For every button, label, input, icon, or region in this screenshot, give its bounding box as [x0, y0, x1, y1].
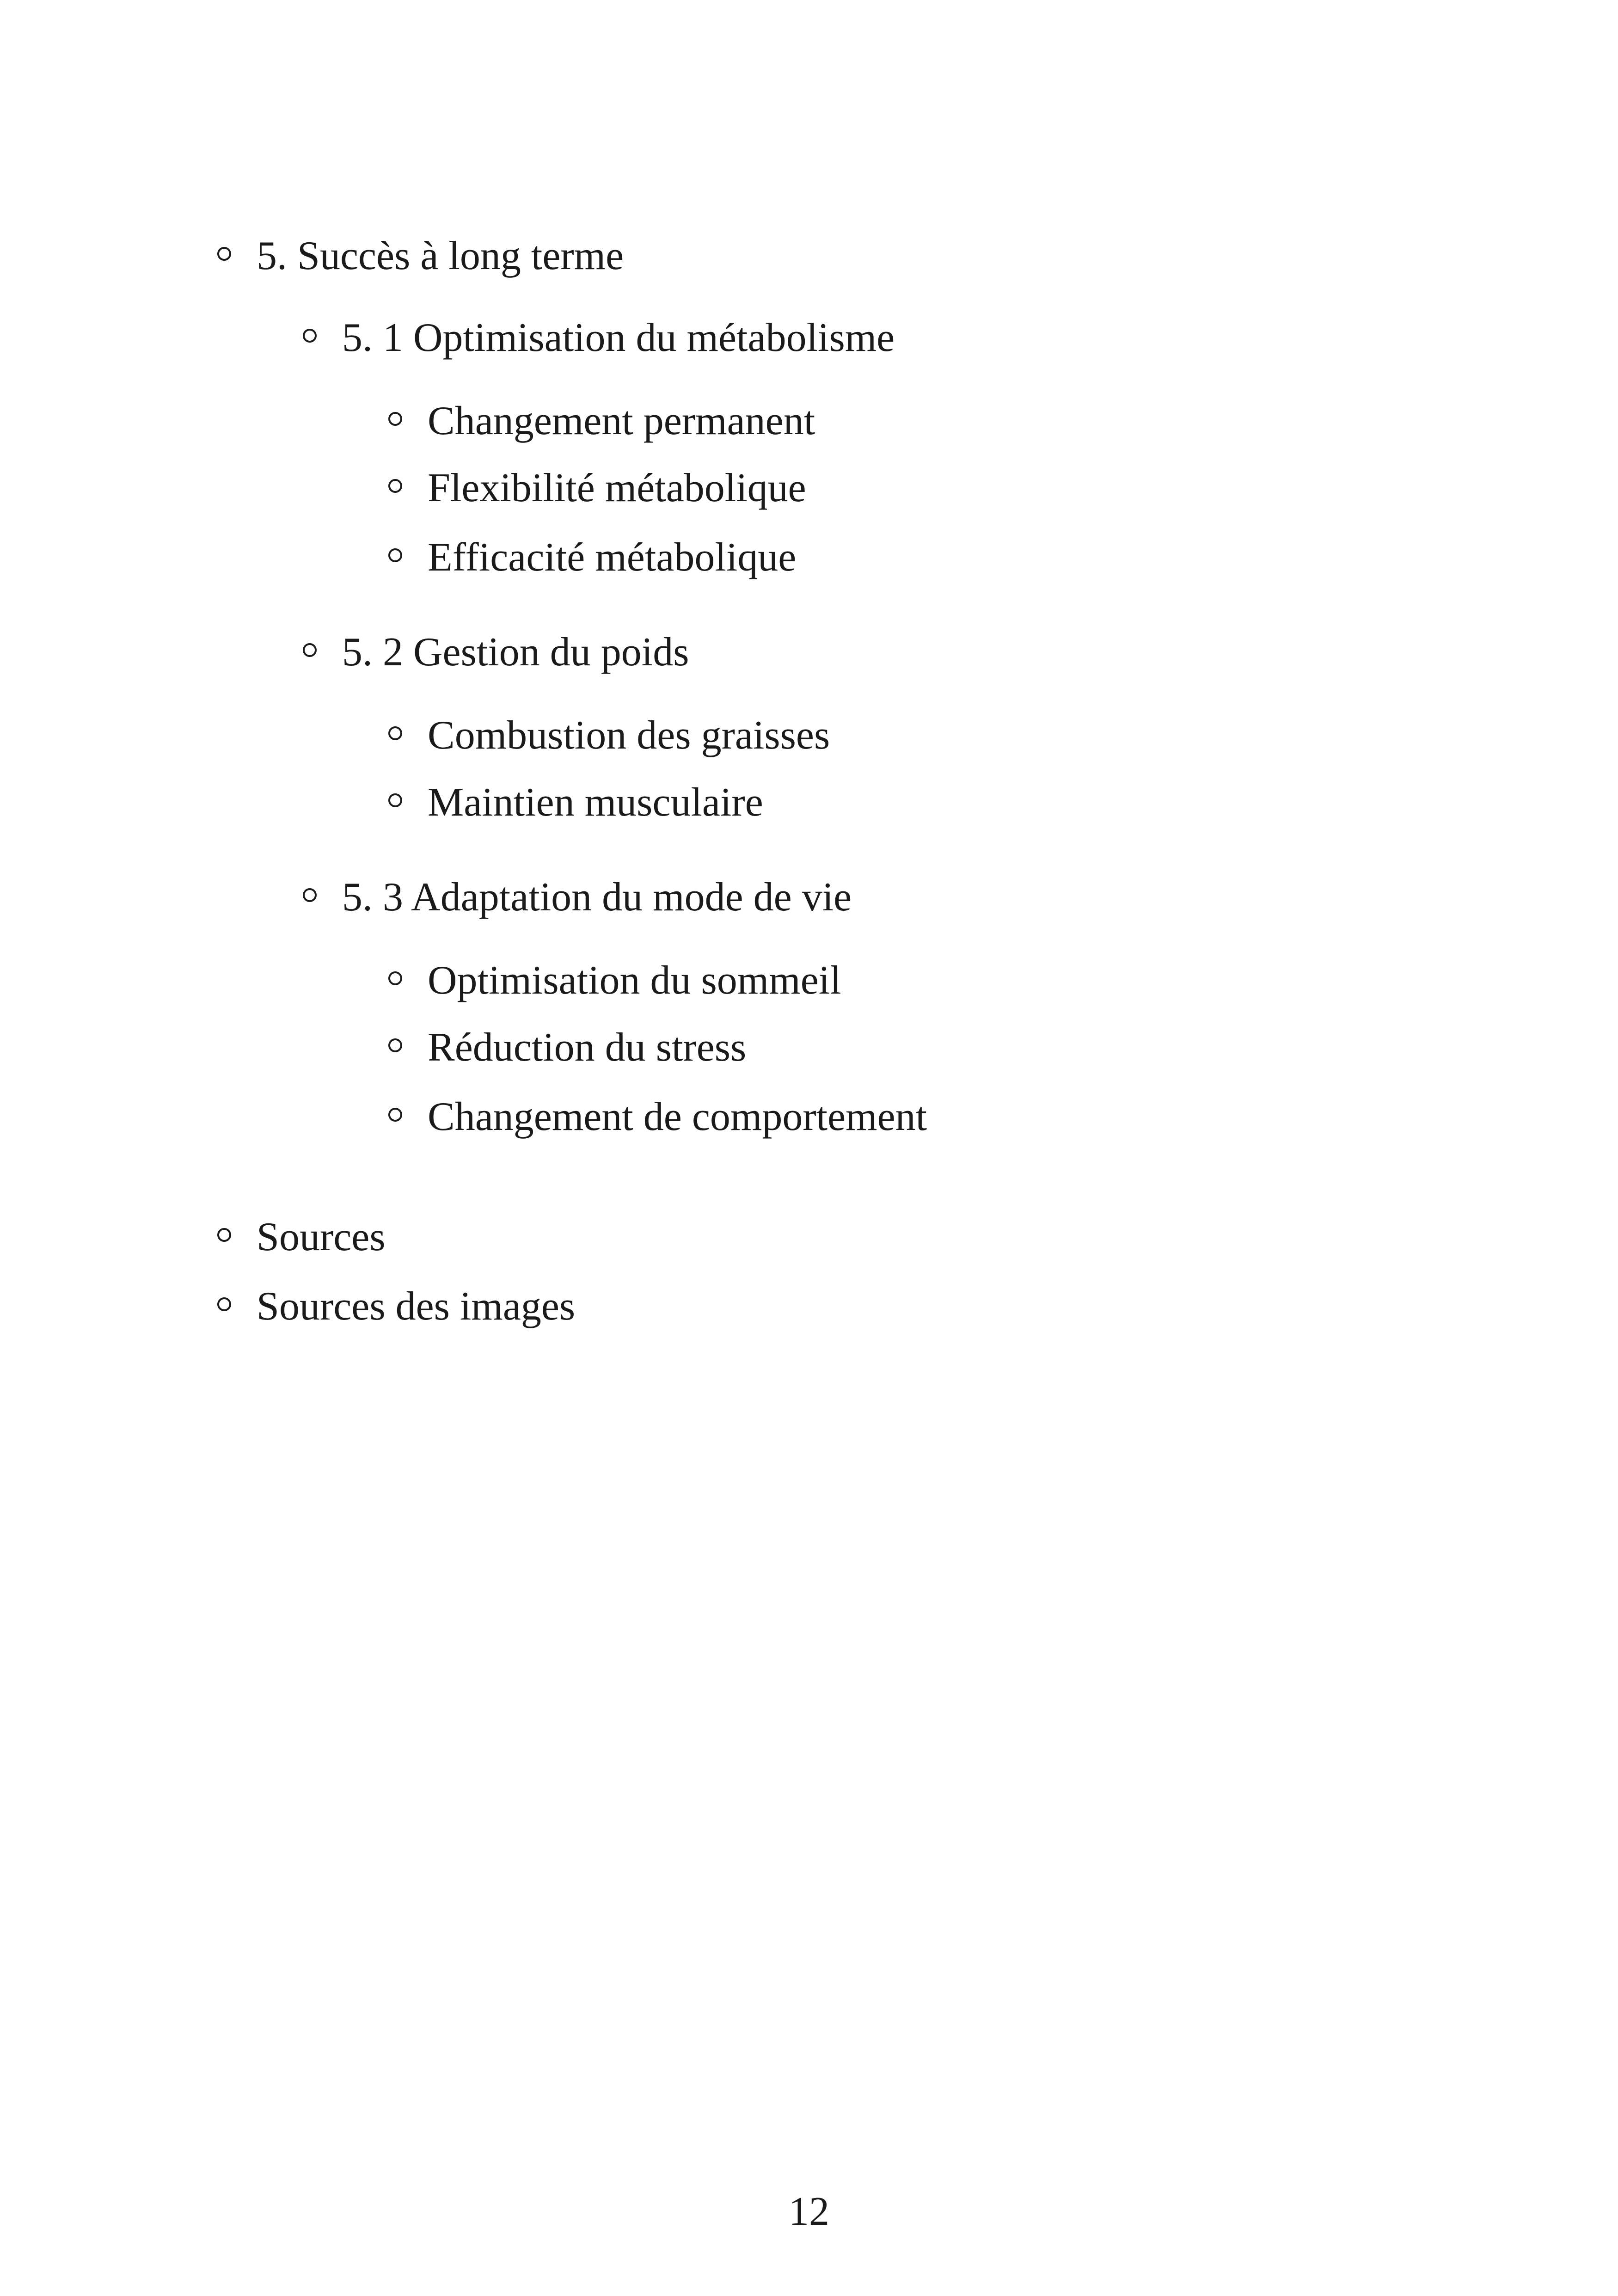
bullet-icon [388, 971, 402, 985]
toc-subsection-5-2: 5. 2 Gestion du poids [342, 630, 689, 675]
page-number: 12 [789, 2189, 829, 2234]
toc-image-sources: Sources des images [257, 1284, 576, 1329]
toc-subsection-5-1: 5. 1 Optimisation du métabolisme [342, 315, 895, 360]
toc-sources: Sources [257, 1215, 386, 1259]
bullet-icon [388, 412, 402, 426]
bullet-icon [303, 888, 317, 902]
bullet-icon [303, 329, 317, 343]
bullet-icon [388, 793, 402, 807]
bullet-icon [388, 1108, 402, 1122]
bullet-icon [217, 1228, 231, 1242]
toc-subsection-5-3: 5. 3 Adaptation du mode de vie [342, 875, 852, 920]
bullet-icon [217, 1297, 231, 1311]
bullet-icon [388, 479, 402, 493]
toc-item: Efficacité métabolique [428, 535, 797, 580]
toc-item: Flexibilité métabolique [428, 466, 806, 510]
toc-item: Maintien musculaire [428, 780, 763, 825]
bullet-icon [388, 726, 402, 740]
bullet-icon [217, 247, 231, 261]
toc-item: Optimisation du sommeil [428, 958, 841, 1003]
bullet-icon [388, 1038, 402, 1052]
bullet-icon [303, 643, 317, 657]
toc-item: Réduction du stress [428, 1025, 747, 1070]
toc-item: Changement de comportement [428, 1094, 927, 1139]
toc-item: Changement permanent [428, 399, 815, 443]
bullet-icon [388, 548, 402, 562]
toc-item: Combustion des graisses [428, 713, 830, 758]
toc-section-5: 5. Succès à long terme [257, 233, 624, 278]
